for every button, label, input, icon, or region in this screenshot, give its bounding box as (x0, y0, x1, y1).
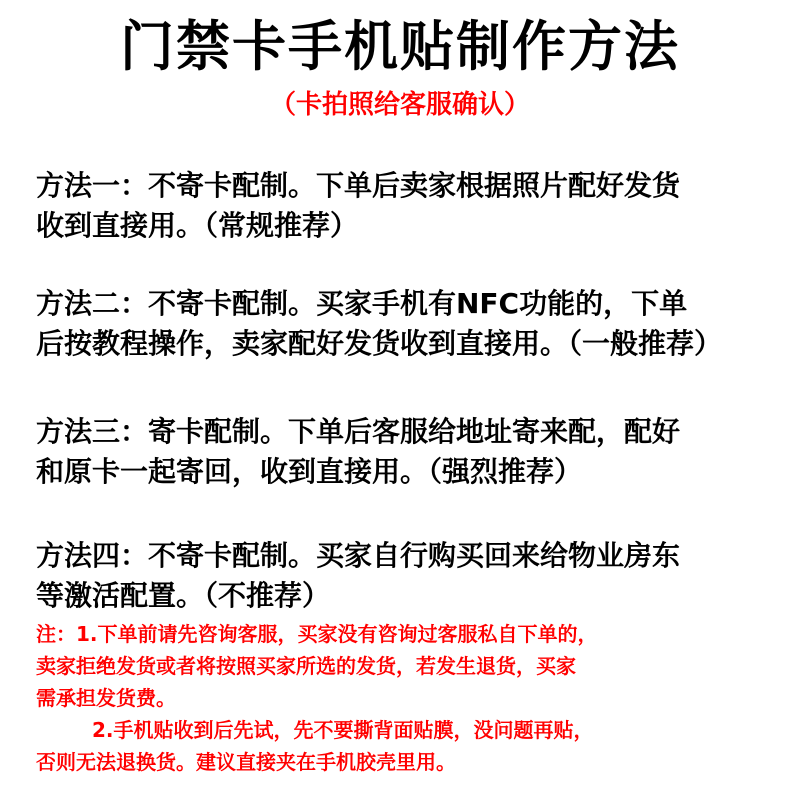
method-three-line-1: 方法三：寄卡配制。下单后客服给地址寄来配，配好 (36, 415, 681, 448)
page-subtitle: （卡拍照给客服确认） (269, 90, 530, 120)
method-two (36, 284, 796, 364)
method-one-line-1: 方法一：不寄卡配制。下单后卖家根据照片配好发货 (36, 169, 681, 202)
page-title: 门禁卡手机贴制作方法 (120, 15, 680, 78)
method-two-line-1: 方法二：不寄卡配制。买家手机有NFC功能的，下单 (36, 287, 688, 320)
method-four-line-2: 等激活配置。（不推荐） (36, 579, 331, 612)
method-three-line-2: 和原卡一起寄回，收到直接用。（强烈推荐） (36, 455, 583, 488)
method-one (36, 166, 796, 246)
note-line-3: 需承担发货费。 (36, 686, 176, 710)
method-three (36, 412, 796, 492)
note-line-4: 2.手机贴收到后先试，先不要撕背面贴膜，没问题再贴， (92, 718, 594, 742)
note-line-1: 注：1.下单前请先咨询客服，买家没有咨询过客服私自下单的， (36, 622, 598, 646)
method-four-line-1: 方法四：不寄卡配制。买家自行购买回来给物业房东 (36, 539, 681, 572)
note-line-2: 卖家拒绝发货或者将按照买家所选的发货，若发生退货，买家 (36, 654, 576, 678)
method-four (36, 536, 796, 616)
method-two-line-2: 后按教程操作，卖家配好发货收到直接用。（一般推荐） (36, 327, 723, 360)
method-one-line-2: 收到直接用。（常规推荐） (36, 209, 359, 242)
notes-block (36, 618, 796, 778)
note-line-5: 否则无法退换货。建议直接夹在手机胶壳里用。 (36, 750, 456, 774)
